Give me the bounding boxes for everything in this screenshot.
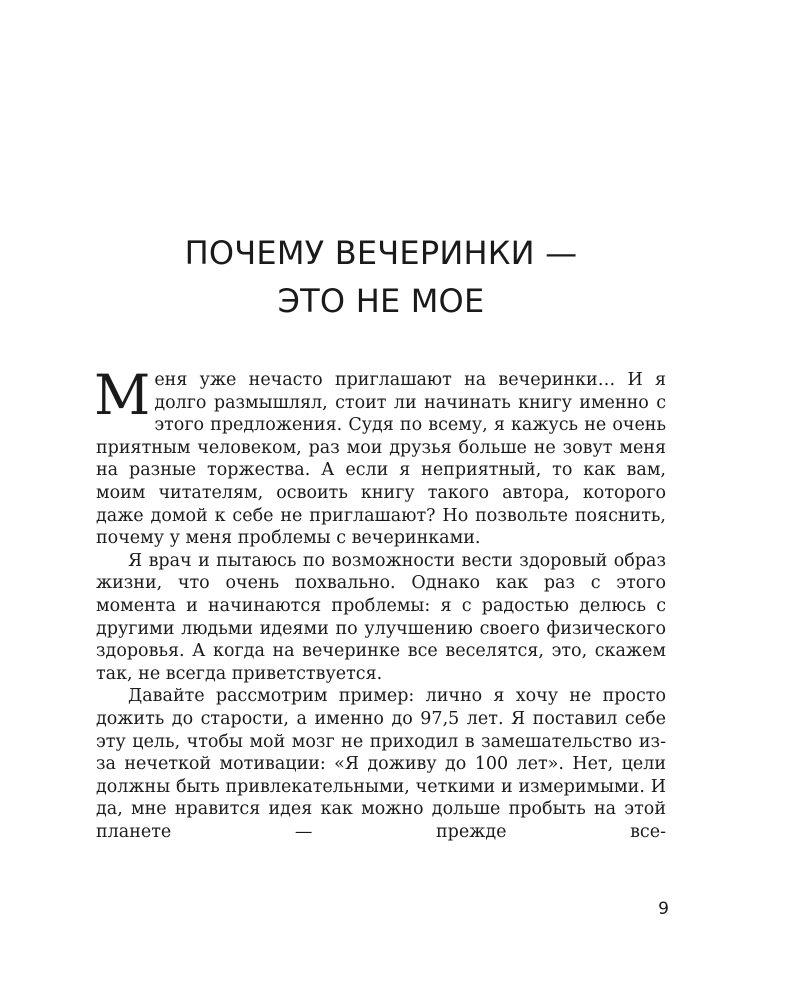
body-text [94,363,666,843]
paragraph-2: Я врач и пытаюсь по возможности вести здоровый образ жизни, что очень похвально. Однако как раз с этого момента и начинаются проблемы: я с радостью делюсь с другими людьми идеями по улучшению своего физического здоровья. А когда на вечеринке все веселятся, это, скажем так, не всегда приветствуется. [96,550,666,684]
paragraph-1 [94,363,666,550]
chapter-title-line-1: ПОЧЕМУ ВЕЧЕРИНКИ — [184,234,578,272]
chapter-title-line-2: ЭТО НЕ МОЕ [277,282,485,320]
chapter-title [0,229,762,325]
paragraph-3: Давайте рассмотрим пример: лично я хочу не просто дожить до старости, а именно до 97,5 лет. Я поставил себе эту цель, чтобы мой мозг не приходил в замешательство из-за нечеткой мотивации: «Я доживу до 100 лет». Нет, цели должны быть привлекательными, четкими и измеримыми. И да, мне нравится идея как можно дольше пробыть на этой планете — прежде все- [96,686,666,842]
paragraph-1-text: еня уже нечасто приглашают на вечеринки… И я долго размышлял, стоит ли начинать книгу именно с этого предложения. Судя по всему, я кажусь не очень приятным человеком, раз мои друзья больше не зовут меня на разные торжества. А если я неприятный, то как вам, моим читателям, освоить книгу такого автора, которого даже домой к себе не приглашают? Но позвольте пояснить, почему у меня проблемы с вечеринками. [96,370,666,549]
drop-cap: М [94,363,151,427]
page-number: 9 [658,899,669,919]
